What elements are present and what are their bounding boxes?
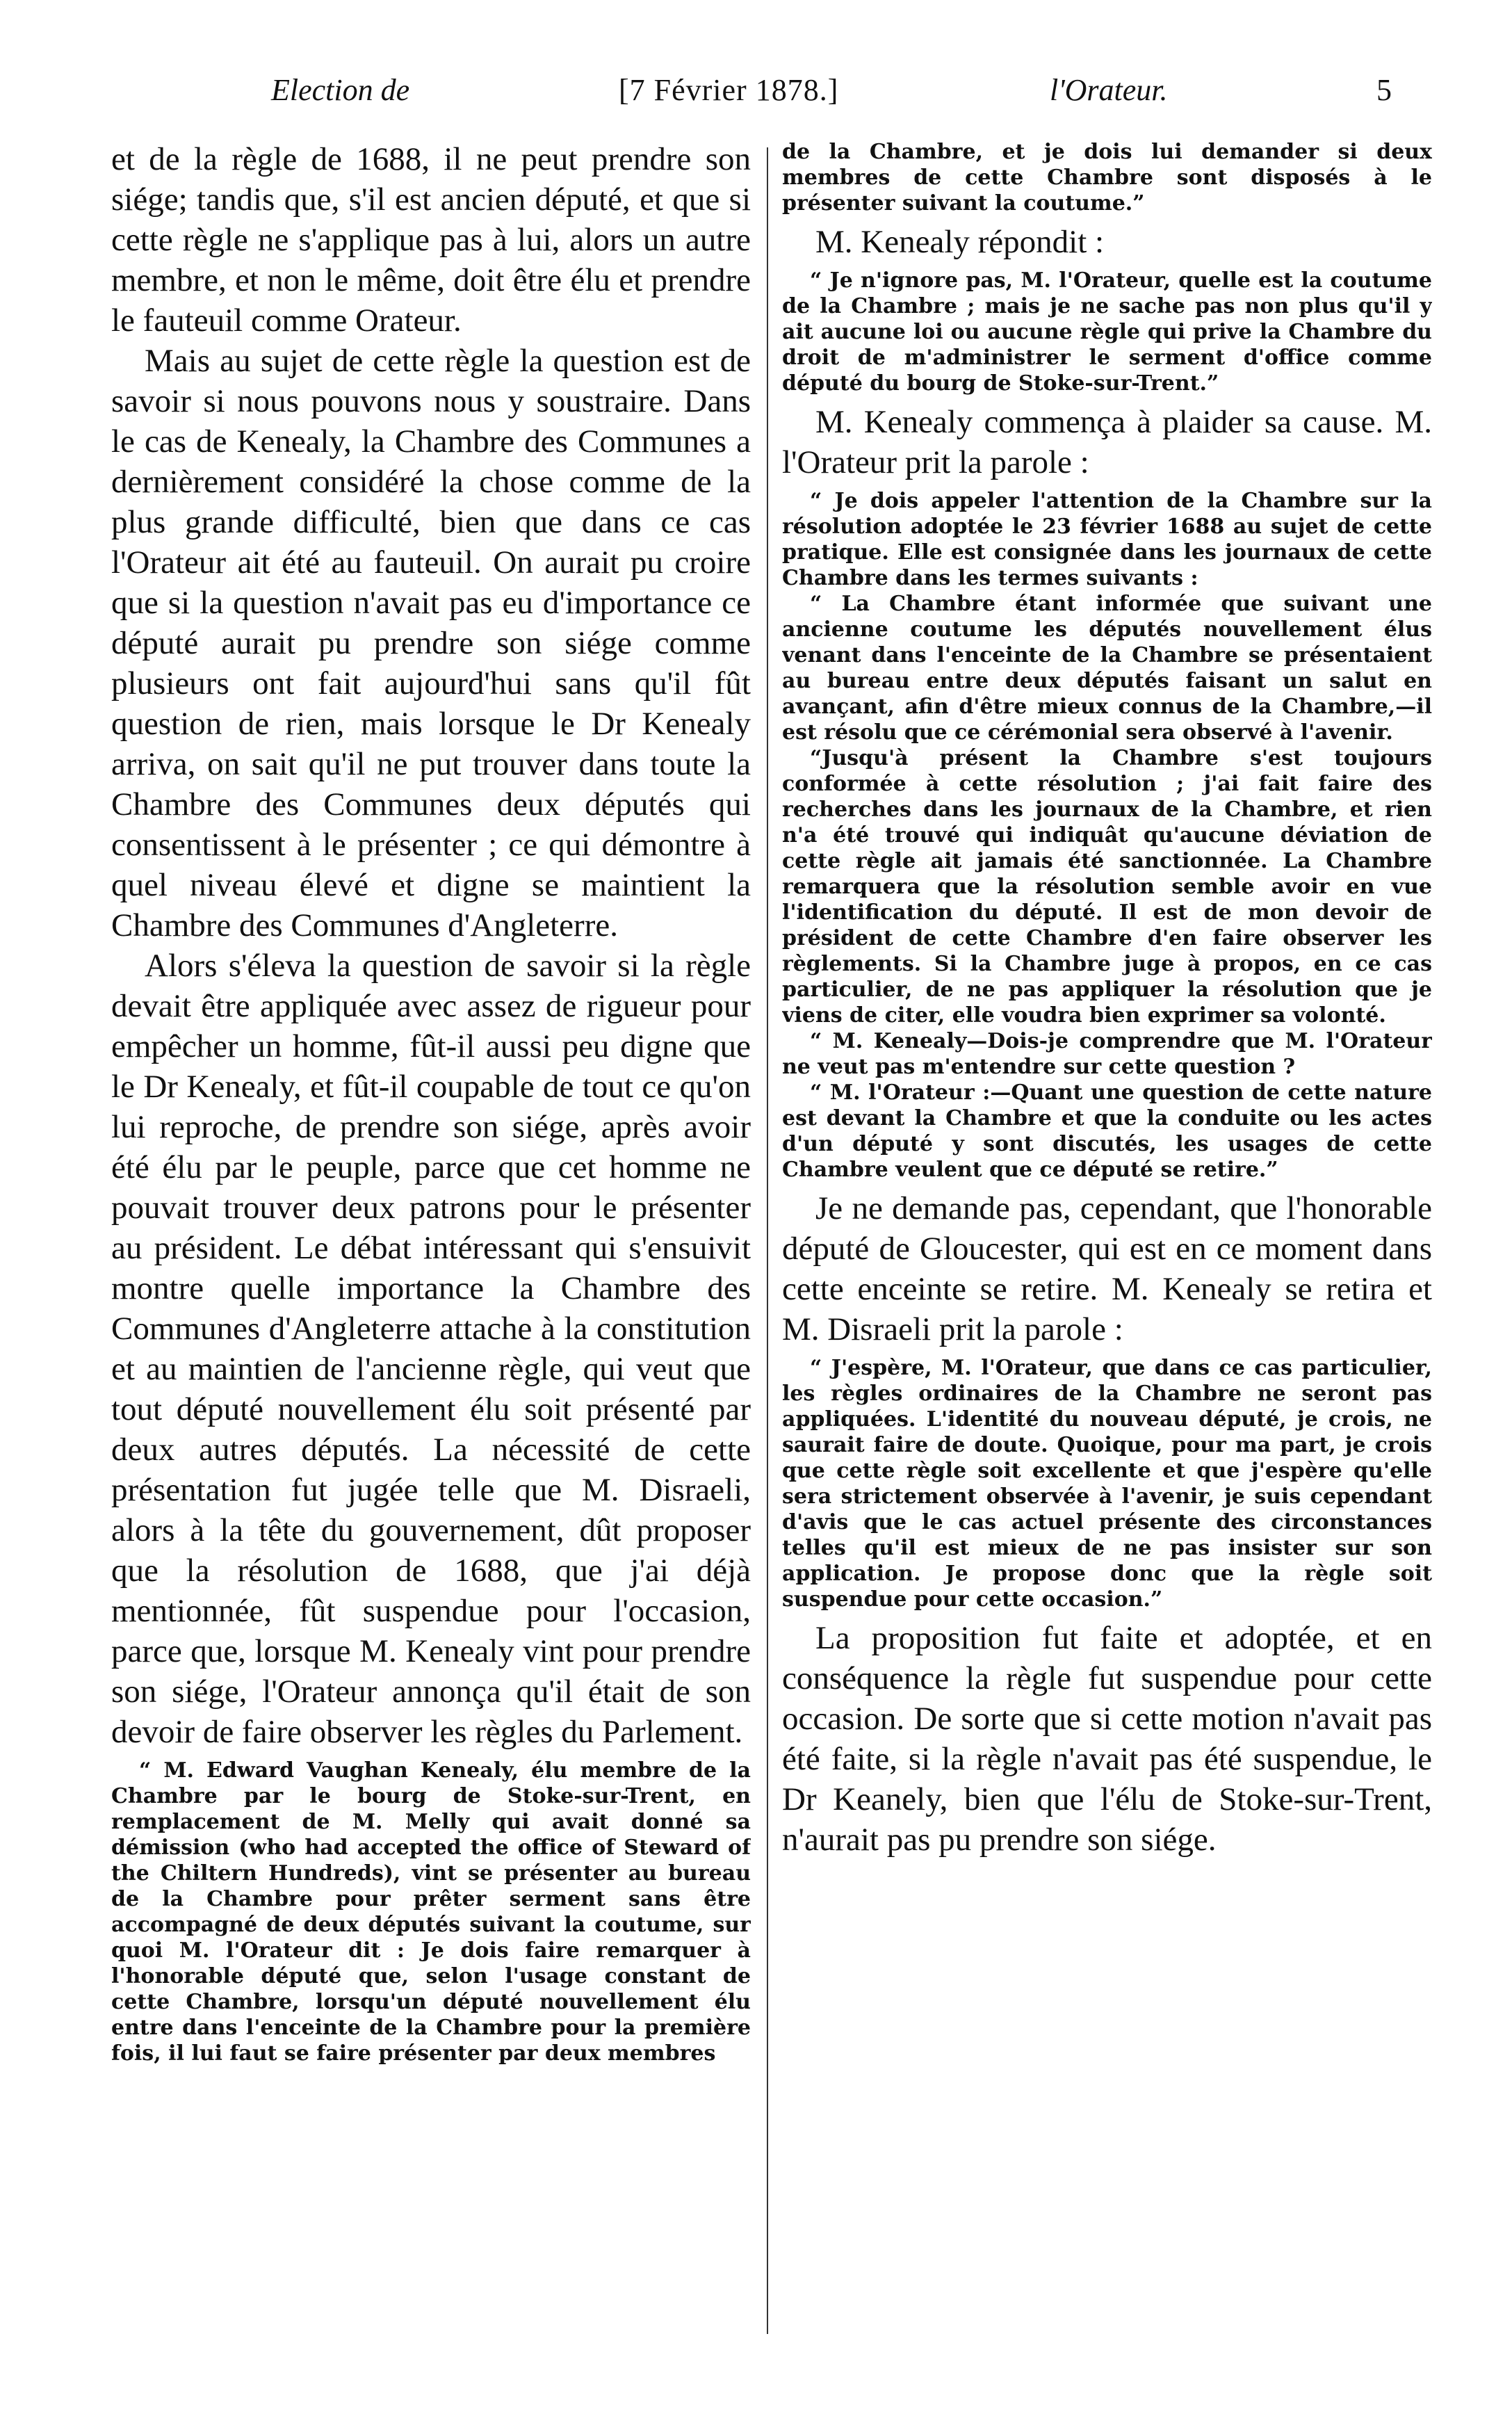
paragraph: Alors s'éleva la question de savoir si la règle devait être appliquée avec assez de rigueur pour empêcher un homme, fût-il aussi peu digne que le Dr Kenealy, et fût-il coupable de tout ce qu'on lui reproche, de prendre son siége, après avoir été élu par le peuple, parce que cet homme ne pouvait trouver deux patrons pour le présenter au président. Le débat intéressant qui s'ensuivit montre quelle importance la Chambre des Communes d'Angleterre attache à la constitution et au maintien de l'ancienne règle, qui veut que tout député nouvellement élu soit présenté par deux autres députés. La nécessité de cette présentation fut jugée telle que M. Disraeli, alors à la tête du gouvernement, dût proposer que la résolution de 1688, que j'ai déjà mentionnée, fût suspendue pour l'occasion, parce que, lorsque M. Kenealy vint pour prendre son siége, l'Orateur annonça qu'il était de son devoir de faire observer les règles du Parlement. bbox=[111, 948, 751, 1750]
paragraph: La proposition fut faite et adoptée, et en conséquence la règle fut suspendue pour cette occasion. De sorte que si cette motion n'avait pas été faite, si la règle n'avait pas été suspendue, le Dr Keanely, bien que l'élu de Stoke-sur-Trent, n'aurait pas pu prendre son siége. bbox=[782, 1620, 1432, 1858]
paragraph: M. Kenealy commença à plaider sa cause. M. l'Orateur prit la parole : bbox=[782, 404, 1432, 480]
quotation: “ M. Edward Vaughan Kenealy, élu membre de la Chambre par le bourg de Stoke-sur-Trent, en remplacement de M. Melly qui avait donné sa démission (who had accepted the office of Steward of the Chiltern Hundreds), vint se présenter au bureau de la Chambre pour prêter serment sans être accompagné de deux députés suivant la coutume, sur quoi M. l'Orateur dit : Je dois faire remarquer à l'honorable député que, selon l'usage constant de cette Chambre, lorsqu'un député nouvellement élu entre dans l'enceinte de la Chambre pour la première fois, il lui faut se faire présenter par deux membres bbox=[111, 1758, 751, 2066]
paragraph: Mais au sujet de cette règle la question est de savoir si nous pouvons nous y soustraire. Dans le cas de Kenealy, la Chambre des Communes a dernièrement considéré la chose comme de la plus grande difficulté, bien que dans ce cas l'Orateur ait été au fauteuil. On aurait pu croire que si la question n'avait pas eu d'importance ce député aurait pu prendre son siége comme plusieurs ont fait aujourd'hui sans qu'il fût question de rien, mais lorsque le Dr Kenealy arriva, on sait qu'il ne put trouver dans toute la Chambre des Communes deux députés qui consentissent à le présenter ; ce qui démontre à quel niveau élevé et digne se maintient la Chambre des Communes d'Angleterre. bbox=[111, 343, 751, 943]
quotation: “ La Chambre étant informée que suivant une ancienne coutume les députés nouvellement élus venant dans l'enceinte de la Chambre se présentaient au bureau entre deux députés faisant un salut en avançant, afin d'être mieux connus de la Chambre,—il est résolu que ce cérémonial sera observé à l'avenir. bbox=[782, 592, 1432, 745]
page-number: 5 bbox=[1376, 73, 1392, 107]
header-date: [7 Février 1878.] bbox=[619, 73, 839, 107]
quotation: “ J'espère, M. l'Orateur, que dans ce cas particulier, les règles ordinaires de la Chambre ne seront pas appliquées. L'identité du nouveau député, je crois, ne saurait faire de doute. Quoique, pour ma part, je crois que cette règle soit excellente et que j'espère qu'elle sera strictement observée à l'avenir, je suis cependant d'avis que le cas actuel présente des circonstances telles qu'il est mieux de ne pas insister sur son application. Je propose donc que la règle soit suspendue pour cette occasion.” bbox=[782, 1356, 1432, 1612]
header-right: l'Orateur. bbox=[1050, 73, 1168, 107]
quotation: “ Je n'ignore pas, M. l'Orateur, quelle est la coutume de la Chambre ; mais je ne sache pas non plus qu'il y ait aucune loi ou aucune règle qui prive la Chambre du droit de m'administrer le serment d'office comme député du bourg de Stoke-sur-Trent.” bbox=[782, 268, 1432, 396]
quotation: “ M. Kenealy—Dois-je comprendre que M. l'Orateur ne veut pas m'entendre sur cette question ? bbox=[782, 1029, 1432, 1079]
paragraph: M. Kenealy répondit : bbox=[815, 224, 1105, 260]
right-column bbox=[782, 139, 1432, 2347]
page-header bbox=[104, 70, 1411, 125]
paragraph: Je ne demande pas, cependant, que l'honorable député de Gloucester, qui est en ce moment dans cette enceinte se retire. M. Kenealy se retira et M. Disraeli prit la parole : bbox=[782, 1190, 1432, 1347]
quotation: “ M. l'Orateur :—Quant une question de cette nature est devant la Chambre et que la conduite ou les actes d'un député y sont discutés, les usages de cette Chambre veulent que ce député se retire.” bbox=[782, 1080, 1432, 1182]
paragraph: et de la règle de 1688, il ne peut prendre son siége; tandis que, s'il est ancien député, et que si cette règle ne s'applique pas à lui, alors un autre membre, et non le même, doit être élu et prendre le fauteuil comme Orateur. bbox=[111, 141, 751, 339]
quotation: “Jusqu'à présent la Chambre s'est toujours conformée à cette résolution ; j'ai fait faire des recherches dans les journaux de la Chambre, et rien n'a été trouvé qui indiquât qu'aucune déviation de cette règle ait jamais été sanctionnée. La Chambre remarquera que la résolution semble avoir en vue l'identification du député. Il est de mon devoir de président de cette Chambre d'en faire observer les règlements. Si la Chambre juge à propos, en ce cas particulier, de ne pas appliquer la résolution que je viens de citer, elle voudra bien exprimer sa volonté. bbox=[782, 746, 1432, 1028]
column-divider bbox=[767, 147, 768, 2334]
quotation: “ Je dois appeler l'attention de la Chambre sur la résolution adoptée le 23 février 1688 au sujet de cette pratique. Elle est consignée dans les journaux de cette Chambre dans les termes suivants : bbox=[782, 489, 1432, 590]
left-column bbox=[111, 139, 751, 2347]
header-left: Election de bbox=[271, 73, 410, 107]
quotation: de la Chambre, et je dois lui demander si deux membres de cette Chambre sont disposés à le présenter suivant la coutume.” bbox=[782, 140, 1432, 216]
